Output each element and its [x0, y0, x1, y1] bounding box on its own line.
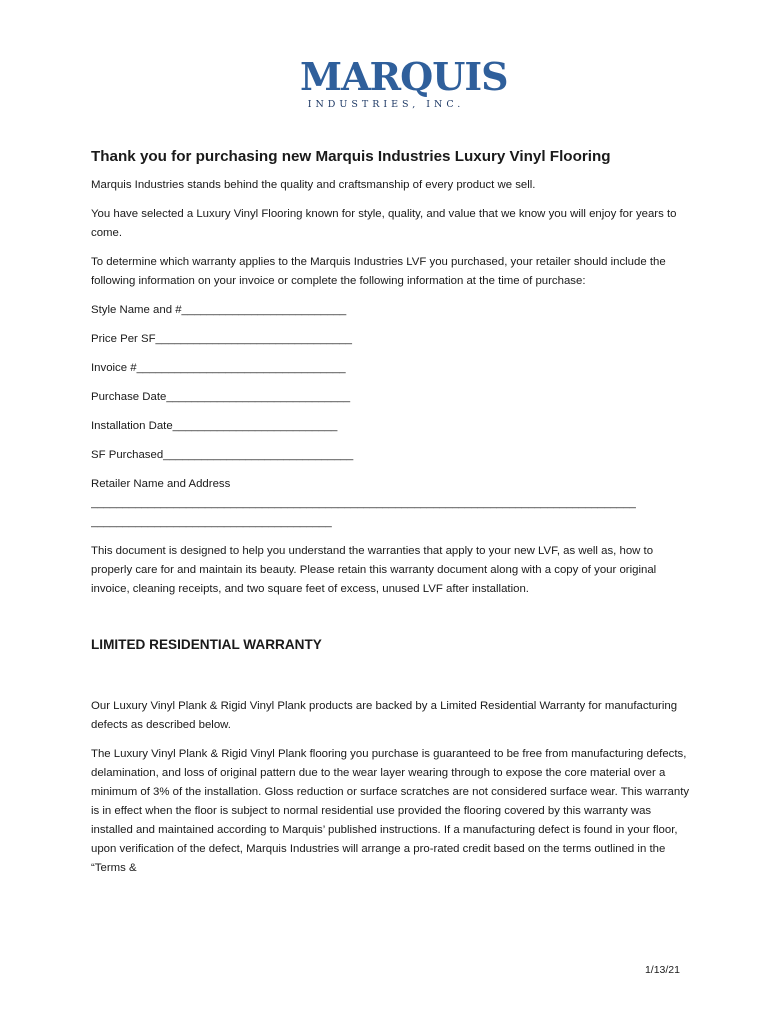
- warranty-heading: LIMITED RESIDENTIAL WARRANTY: [91, 637, 322, 652]
- intro-paragraph-3: To determine which warranty applies to the Marquis Industries LVF you purchased, your retailer should include the following information on your invoice or complete the following information at the time of purchase:: [91, 256, 666, 287]
- sf-purchased-field: SF Purchased______________________________: [91, 449, 354, 461]
- warranty-paragraph-2: The Luxury Vinyl Plank & Rigid Vinyl Plank flooring you purchase is guaranteed to be free from manufacturing defects, delamination, and loss of original pattern due to the wear layer wearing through to expose the core material over a minimum of 3% of the installation. Gloss reduction or surface scratches are not considered surface wear. This warranty is in effect when the floor is subject to normal residential use provided the flooring covered by this warranty was installed and maintained according to Marquis’ published instructions. If a manufacturing defect is found in your floor, upon verification of the defect, Marquis Industries will arrange a pro-rated credit based on the terms outlined in the “Terms &: [91, 748, 690, 874]
- document-body: [91, 147, 691, 888]
- document-note: This document is designed to help you understand the warranties that apply to your new LVF, as well as, how to properly care for and maintain its beauty. Please retain this warranty document along with a copy of your original invoice, cleaning receipts, and two square feet of excess, unused LVF after installation.: [91, 545, 657, 595]
- retailer-line-2: ______________________________________: [91, 516, 332, 528]
- intro-paragraph-2: You have selected a Luxury Vinyl Flooring known for style, quality, and value that we know you will enjoy for years to come.: [91, 208, 677, 239]
- invoice-field: Invoice #_________________________________: [91, 362, 346, 374]
- purchase-date-field: Purchase Date_____________________________: [91, 391, 351, 403]
- intro-paragraph-1: Marquis Industries stands behind the quality and craftsmanship of every product we sell.: [91, 179, 536, 191]
- retailer-line-1: ______________________________________________________________________________________: [91, 497, 636, 509]
- footer-date: 1/13/21: [644, 964, 680, 976]
- style-name-field: Style Name and #__________________________: [91, 304, 347, 316]
- marquis-logo: [300, 54, 508, 120]
- page-title: Thank you for purchasing new Marquis Industries Luxury Vinyl Flooring: [91, 148, 611, 165]
- logo-subtitle: INDUSTRIES, INC.: [307, 99, 465, 110]
- price-per-sf-field: Price Per SF_______________________________: [91, 333, 352, 345]
- retailer-label: Retailer Name and Address: [91, 478, 231, 490]
- warranty-paragraph-1: Our Luxury Vinyl Plank & Rigid Vinyl Plank products are backed by a Limited Residential Warranty for manufacturing defects as described below.: [91, 700, 678, 731]
- logo-wordmark: MARQUIS: [300, 54, 508, 99]
- installation-date-field: Installation Date__________________________: [91, 420, 338, 432]
